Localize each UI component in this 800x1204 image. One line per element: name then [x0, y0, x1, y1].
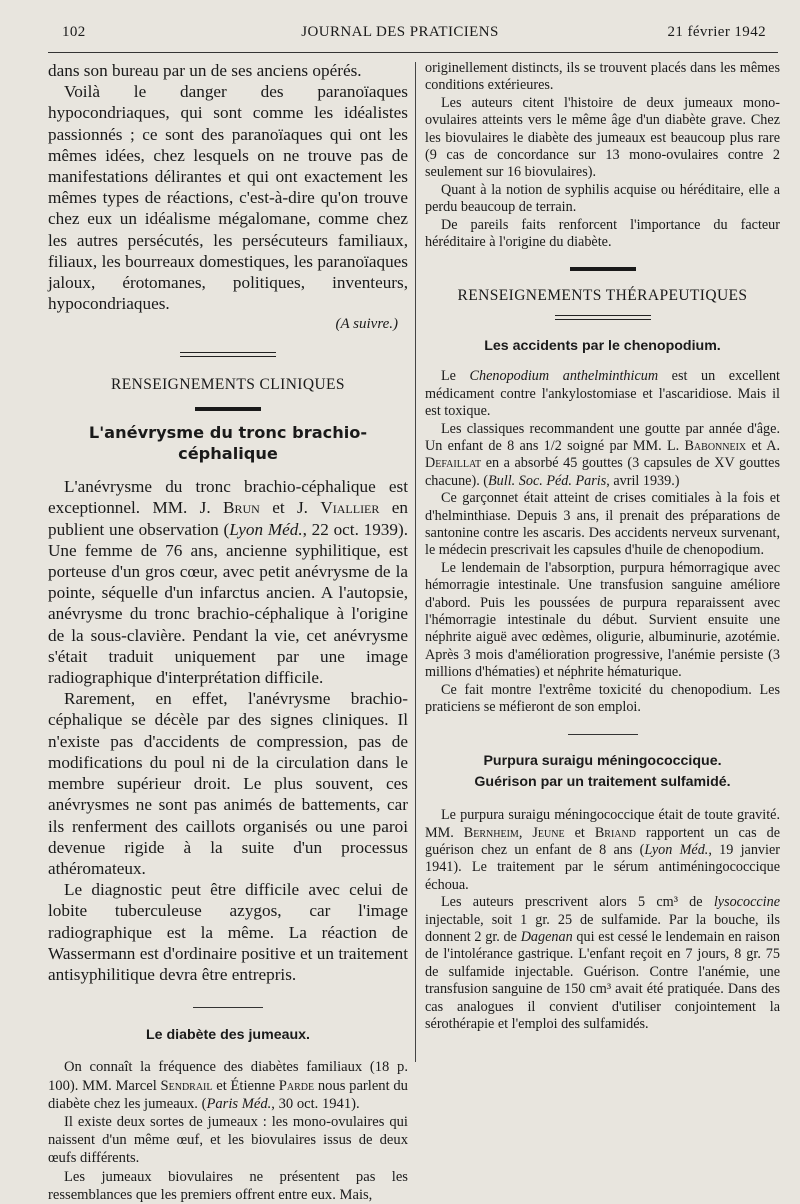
- drug-name: Dagenan: [520, 929, 573, 946]
- paragraph: Il existe deux sortes de jumeaux : les mono-ovulaires qui naissent d'un même œuf, et les biovulaires issus de deux œufs différents.: [48, 1113, 408, 1167]
- paragraph: Le Chenopodium anthelminthicum est un excellent médicament contre l'ankylostomiase et l'ascaridiose. Mais il est toxique.: [425, 368, 780, 420]
- article-title-chenopodium: Les accidents par le chenopodium.: [484, 337, 721, 354]
- paragraph: Le lendemain de l'absorption, purpura hémorragique avec hémorragie intestinale. Une transfusion sanguine améliore d'abord. Puis les poussées de purpura reparaissent avec l'hémorragie intestinale du début. Survient ensuite une néphrite aiguë avec œdèmes, oligurie, albuminurie, azotémie. Après 3 mois d'amélioration progressive, l'anémie persiste (3 millions d'hématies) et néphrite hématurique.: [425, 559, 780, 681]
- header-rule: [48, 52, 778, 53]
- paragraph: Les classiques recommandent une goutte par année d'âge. Un enfant de 8 ans 1/2 soigné par MM. L. Babonneix et A. Defaillat en a absorbé 45 gouttes (3 capsules de XV gouttes chacune). (Bull. Soc. Péd. Paris, avril 1939.): [425, 420, 781, 489]
- paragraph: Les jumeaux biovulaires ne présentent pas les ressemblances que les premiers offrent entre eux. Mais,: [48, 1168, 408, 1203]
- paragraph: Voilà le danger des paranoïaques hypocondriaques, qui sont comme les idéalistes passionnés ; ce sont des paranoïaques qui ont les mêmes idées, chez lesquels on ne trouve pas de manifestations délirantes et qui ont exactement les mêmes types de réactions, c'est-à-dire qu'on trouve chez eux un idéalisme mégalomane, comme chez les autres persécutés, les persécuteurs familiaux, filiaux, les bourreaux domestiques, les paranoïaques jaloux, érotomanes, politiques, inventeurs, hypocondriaques.: [48, 82, 408, 314]
- journal-title: JOURNAL DES PRATICIENS: [301, 24, 499, 40]
- author-name: Brun: [223, 498, 260, 518]
- section-title-clinical: RENSEIGNEMENTS CLINIQUES: [111, 375, 345, 393]
- paragraph: Ce fait montre l'extrême toxicité du chenopodium. Les praticiens se méfieront de son emploi.: [425, 681, 780, 715]
- article-title-purpura: Purpura suraigu méningococcique.: [483, 753, 722, 770]
- page-header: [0, 0, 800, 50]
- author-name: Parde: [278, 1077, 315, 1094]
- paragraph: De pareils faits renforcent l'importance du facteur héréditaire à l'origine du diabète.: [425, 216, 780, 251]
- paragraph: Quant à la notion de syphilis acquise ou héréditaire, elle a perdu beaucoup de terrain.: [425, 181, 780, 216]
- article-title-diabetes: Le diabète des jumeaux.: [145, 1027, 310, 1044]
- author-name: Babonneix: [684, 437, 747, 454]
- paragraph: On connaît la fréquence des diabètes familiaux (18 p. 100). MM. Marcel Sendrail et Étienne Parde nous parlent du diabète chez les jumeaux. (Paris Méd., 30 oct. 1941).: [48, 1059, 408, 1112]
- paragraph: Rarement, en effet, l'anévrysme brachio-céphalique se décèle par des signes cliniques. Il n'existe pas d'accidents de compression, pas de modifications du poul ni de la circulation dans le membre supérieur droit. Le plus souvent, ces anévrysmes ne sont pas animés de battements, car ils renferment des caillots organisés ou une paroi devenue rigide à la suite d'un processus athéromateux.: [48, 689, 408, 878]
- right-column: [425, 60, 780, 1034]
- paragraph: Le diagnostic peut être difficile avec celui de lobite tuberculeuse azygos, car l'image radiographique est la même. La réaction de Wassermann est d'ordinaire positive et un traitement antisyphilitique devra être entrepris.: [48, 880, 408, 984]
- column-divider: [415, 62, 416, 1062]
- paragraph: L'anévrysme du tronc brachio-céphalique est exceptionnel. MM. J. Brun et J. Viallier en publient une observation (Lyon Méd., 22 oct. 1939). Une femme de 76 ans, ancienne syphilitique, est porteuse d'un gros cœur, avec petit anévrysme de la pointe, séquelle d'un infarctus ancien. A l'autopsie, anévrysme du tronc brachio-céphalique à l'origine de la sous-clavière. Pendant la vie, cet anévrysme s'était traduit uniquement par une image radiographique d'interprétation difficile.: [48, 477, 408, 688]
- to-be-continued: (A suivre.): [335, 316, 398, 333]
- drug-name: lysococcine: [713, 894, 780, 911]
- paragraph: dans son bureau par un de ses anciens opérés.: [48, 61, 362, 80]
- paragraph: originellement distincts, ils se trouvent placés dans les mêmes conditions extérieures.: [425, 60, 780, 94]
- issue-date: 21 février 1942: [667, 24, 766, 40]
- author-name: Bernheim: [463, 824, 519, 841]
- author-name: Jeune: [532, 824, 565, 841]
- journal-reference: Bull. Soc. Péd. Paris: [488, 472, 607, 489]
- journal-reference: Lyon Méd.: [644, 842, 709, 859]
- author-name: Sendrail: [160, 1077, 213, 1094]
- article-title-aneurysm: L'anévrysme du tronc brachio-céphalique: [88, 422, 368, 464]
- left-column: [48, 60, 408, 1204]
- author-name: Defaillat: [425, 455, 482, 472]
- journal-reference: Paris Méd.: [206, 1095, 272, 1112]
- paragraph: Ce garçonnet était atteint de crises comitiales à la fois et d'helminthiase. Depuis 3 ans, il prenait des préparations de santonine contre les ascaris. Des accidents nerveux survenant, le médecin prescrivait les capsules d'huile de chenopodium.: [425, 490, 780, 559]
- section-title-therapeutic: RENSEIGNEMENTS THÉRAPEUTIQUES: [457, 287, 748, 305]
- paragraph: Les auteurs prescrivent alors 5 cm³ de lysococcine injectable, soit 1 gr. 25 de sulfamide. Par la bouche, ils donnent 2 gr. de Dagenan qui est cessé le lendemain en raison de l'intolérance gastrique. L'enfant reçoit en 7 jours, 8 gr. 75 de sulfamide injectable. Guérison. Contre l'anémie, une transfusion sanguine de 150 cm³ avait été pratiquée. Dans des cas analogues il convient d'utiliser conjointement la sérothérapie et l'emploi des sulfamidés.: [425, 894, 781, 1033]
- author-name: Viallier: [320, 498, 380, 518]
- paragraph: Le purpura suraigu méningococcique était de toute gravité. MM. Bernheim, Jeune et Briand rapportent un cas de guérison chez un enfant de 8 ans (Lyon Méd., 19 janvier 1941). Le traitement par le sérum antiméningococcique échoua.: [425, 807, 781, 893]
- journal-reference: Lyon Méd.: [229, 519, 303, 539]
- author-name: Briand: [594, 824, 636, 841]
- paragraph: Les auteurs citent l'histoire de deux jumeaux mono-ovulaires atteints vers le même âge d'un diabète grave. Chez les biovulaires le diabète des jumeaux est beaucoup plus rare (9 cas de concordance sur 13 mono-ovulaires contre 2 seulement sur 16 biovulaires).: [425, 94, 780, 181]
- species-name: Chenopodium anthelminthicum: [469, 368, 659, 385]
- page-number: 102: [62, 24, 86, 40]
- article-subtitle-purpura: Guérison par un traitement sulfamidé.: [474, 773, 731, 790]
